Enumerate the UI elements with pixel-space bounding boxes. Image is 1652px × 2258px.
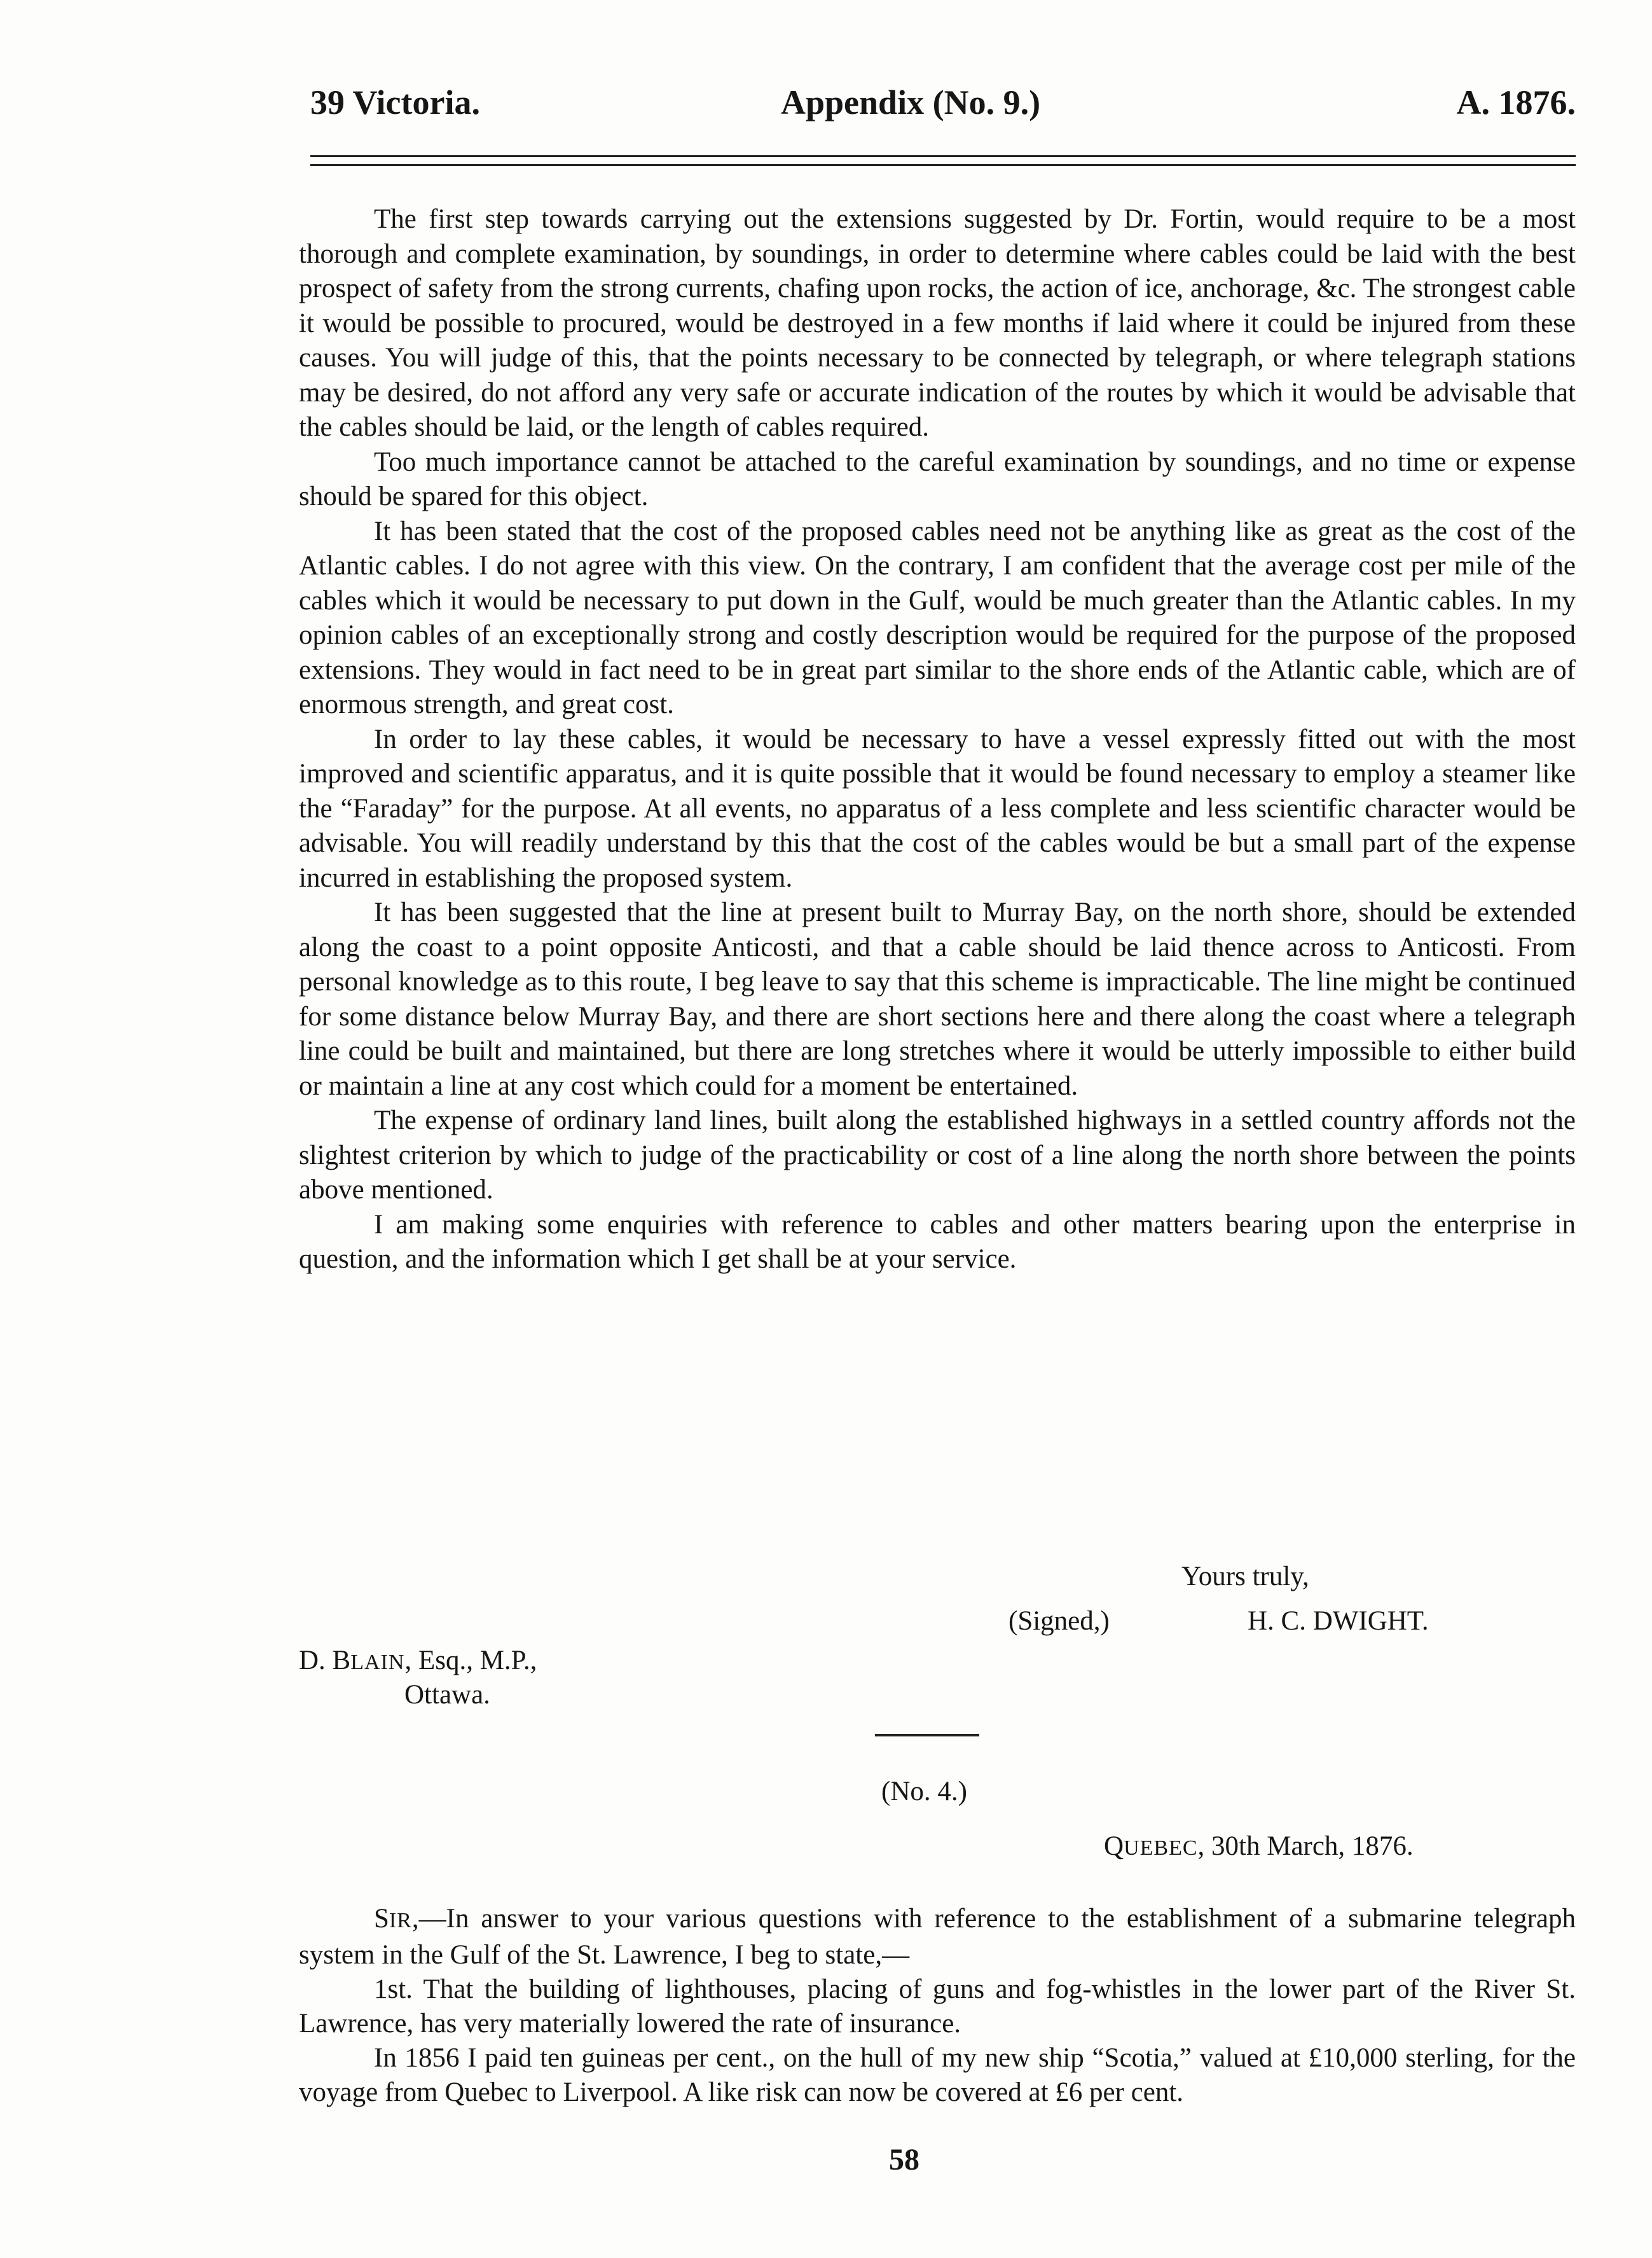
dateline-initial: Q xyxy=(1104,1831,1124,1861)
addressee-suffix: , Esq., M.P., xyxy=(404,1645,537,1675)
dateline-date: , 30th March, 1876. xyxy=(1197,1831,1414,1861)
addressee-name xyxy=(299,1644,537,1680)
letter2-dateline xyxy=(1104,1829,1414,1866)
letter1-paragraph: The expense of ordinary land lines, built along the established highways in a settled country affords not the slightest criterion by which to judge of the practicability or cost of a line along the north shore between the points above mentioned. xyxy=(299,1105,1576,1205)
signature: H. C. DWIGHT. xyxy=(1248,1606,1429,1636)
letter1-paragraph: I am making some enquiries with reference to cables and other matters bearing upon the enterprise in question, and the information which I get shall be at your service. xyxy=(299,1209,1576,1274)
letter2-paragraph-text: ,—In answer to your various questions with reference to the establishment of a submarine telegraph system in the Gulf of the St. Lawrence, I beg to state,— xyxy=(299,1904,1576,1970)
letter2-paragraph xyxy=(299,1902,1576,1972)
letter2-paragraph: In 1856 I paid ten guineas per cent., on the hull of my new ship “Scotia,” valued at £10,000 sterling, for the voyage from Quebec to Liverpool. A like risk can now be covered at £6 per cent. xyxy=(299,2043,1576,2107)
letter2-body xyxy=(299,1902,1576,2110)
letter2-paragraph: 1st. That the building of lighthouses, placing of guns and fog-whistles in the lower part of the River St. Lawrence, has very materially lowered the rate of insurance. xyxy=(299,1974,1576,2039)
salutation-rest: IR xyxy=(389,1909,412,1932)
header-rule-bottom xyxy=(310,164,1576,166)
letter1-body xyxy=(299,202,1576,1277)
addressee-surname: LAIN xyxy=(350,1651,405,1674)
header-year: A. 1876. xyxy=(1456,83,1576,121)
letter1-paragraph: The first step towards carrying out the extensions suggested by Dr. Fortin, would require to be a most thorough and complete examination, by soundings, in order to determine where cables could be laid with the best prospect of safety from the strong currents, chafing upon rocks, the action of ice, anchorage, &c. The strongest cable it would be possible to procured, would be destroyed in a few months if laid where it could be injured from these causes. You will judge of this, that the points necessary to be connected by telegraph, or where telegraph stations may be desired, do not afford any very safe or accurate indication of the routes by which it would be advisable that the cables should be laid, or the length of cables required. xyxy=(299,204,1576,442)
addressee-city: Ottawa. xyxy=(404,1680,490,1710)
signed-label: (Signed,) xyxy=(1008,1606,1110,1636)
dateline-place: UEBEC xyxy=(1124,1836,1198,1860)
page-number: 58 xyxy=(889,2143,919,2177)
header-session: 39 Victoria. xyxy=(310,83,480,121)
letter1-paragraph: In order to lay these cables, it would be necessary to have a vessel expressly fitted out with the most improved and scientific apparatus, and it is quite possible that it would be found necessary to employ a steamer like the “Faraday” for the purpose. At all events, no apparatus of a less complete and less scientific character would be advisable. You will readily understand by this that the cost of the cables would be but a small part of the expense incurred in establishing the proposed system. xyxy=(299,724,1576,893)
letter1-closing: Yours truly, xyxy=(1181,1562,1309,1591)
running-header xyxy=(310,76,1576,134)
letter1-paragraph: It has been suggested that the line at present built to Murray Bay, on the north shore, should be extended along the coast to a point opposite Anticosti, and that a cable should be laid thence across to Anticosti. From personal knowledge as to this route, I beg leave to say that this scheme is impracticable. The line might be continued for some distance below Murray Bay, and there are short sections here and there along the coast where a telegraph line could be built and maintained, but there are long stretches where it would be utterly impossible to either build or maintain a line at any cost which could for a moment be entertained. xyxy=(299,897,1576,1101)
header-rule-top xyxy=(310,155,1576,157)
letter1-paragraph: It has been stated that the cost of the proposed cables need not be anything like as great as the cost of the Atlantic cables. I do not agree with this view. On the contrary, I am confident that the average cost per mile of the cables which it would be necessary to put down in the Gulf, would be much greater than the Atlantic cables. In my opinion cables of an exceptionally strong and costly description would be required for the purpose of the proposed extensions. They would in fact need to be in great part similar to the shore ends of the Atlantic cable, which are of enormous strength, and great cost. xyxy=(299,516,1576,719)
salutation-initial: S xyxy=(374,1904,389,1934)
letter1-paragraph: Too much importance cannot be attached to the careful examination by soundings, and no time or expense should be spared for this object. xyxy=(299,447,1576,511)
letter2-number: (No. 4.) xyxy=(881,1777,967,1806)
addressee-initial: D. B xyxy=(299,1645,351,1675)
header-appendix: Appendix (No. 9.) xyxy=(781,83,1041,121)
section-divider xyxy=(875,1734,979,1736)
